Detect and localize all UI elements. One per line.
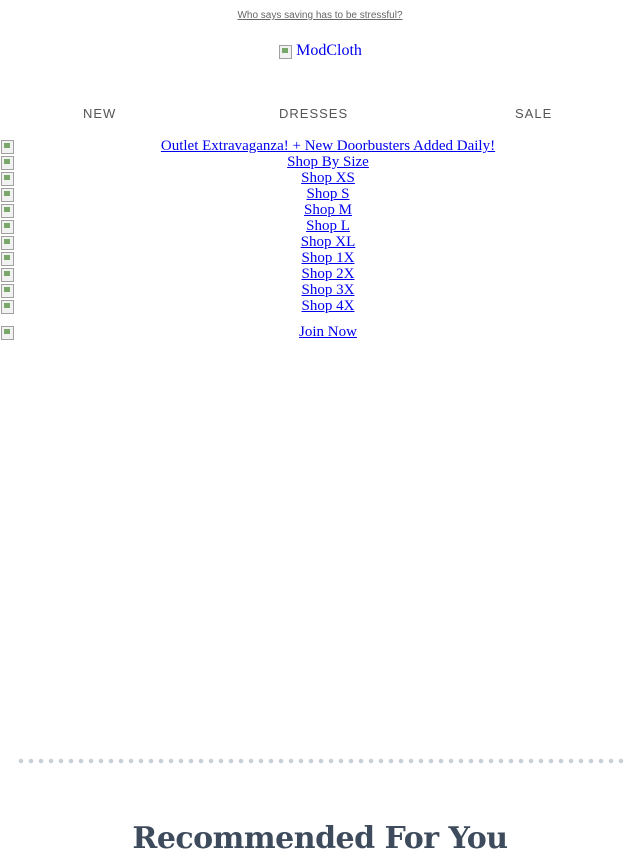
promo-link-shop-by-size[interactable]: Shop By Size bbox=[287, 154, 369, 170]
list-item bbox=[0, 185, 640, 201]
modcloth-logo[interactable] bbox=[278, 42, 362, 60]
list-item bbox=[0, 249, 640, 265]
broken-image-icon bbox=[0, 219, 14, 233]
promo-link-shop-4x[interactable]: Shop 4X bbox=[301, 298, 355, 314]
list-item bbox=[0, 169, 640, 185]
nav-item-dresses[interactable]: DRESSES bbox=[279, 106, 349, 121]
promo-link-outlet[interactable]: Outlet Extravaganza! + New Doorbusters Added Daily! bbox=[160, 138, 496, 154]
broken-image-icon bbox=[0, 155, 14, 169]
list-item bbox=[0, 297, 640, 313]
promo-link-shop-2x[interactable]: Shop 2X bbox=[301, 266, 355, 282]
broken-image-icon bbox=[0, 251, 14, 265]
promo-link-shop-xs[interactable]: Shop XS bbox=[301, 170, 355, 186]
broken-image-icon bbox=[0, 267, 14, 281]
logo-container bbox=[0, 42, 640, 63]
promo-link-shop-s[interactable]: Shop S bbox=[306, 186, 350, 202]
top-navigation bbox=[0, 106, 640, 124]
broken-image-icon bbox=[0, 139, 14, 153]
promo-link-list bbox=[0, 137, 640, 313]
broken-image-icon bbox=[0, 283, 14, 297]
list-item bbox=[0, 217, 640, 233]
promo-link-shop-m[interactable]: Shop M bbox=[304, 202, 352, 218]
promo-link-shop-1x[interactable]: Shop 1X bbox=[301, 250, 355, 266]
list-item bbox=[0, 265, 640, 281]
broken-image-icon bbox=[0, 171, 14, 185]
list-item bbox=[0, 153, 640, 169]
join-row bbox=[0, 323, 640, 341]
promo-link-shop-xl[interactable]: Shop XL bbox=[300, 234, 356, 250]
nav-item-sale[interactable]: SALE bbox=[515, 106, 553, 121]
broken-image-icon bbox=[0, 187, 14, 201]
broken-image-icon bbox=[0, 235, 14, 249]
promo-link-shop-l[interactable]: Shop L bbox=[306, 218, 350, 234]
dotted-divider bbox=[16, 758, 626, 764]
list-item bbox=[0, 137, 640, 153]
join-now-link[interactable]: Join Now bbox=[299, 324, 357, 340]
nav-item-new[interactable]: NEW bbox=[83, 106, 117, 121]
recommended-heading: Recommended For You bbox=[132, 820, 508, 856]
list-item bbox=[0, 281, 640, 297]
broken-image-icon bbox=[278, 44, 292, 58]
broken-image-icon bbox=[0, 325, 14, 339]
promo-link-shop-3x[interactable]: Shop 3X bbox=[301, 282, 355, 298]
broken-image-icon bbox=[0, 299, 14, 313]
list-item bbox=[0, 201, 640, 217]
logo-alt-text: ModCloth bbox=[296, 42, 362, 59]
broken-image-icon bbox=[0, 203, 14, 217]
list-item bbox=[0, 233, 640, 249]
preheader-link[interactable]: Who says saving has to be stressful? bbox=[237, 10, 403, 21]
